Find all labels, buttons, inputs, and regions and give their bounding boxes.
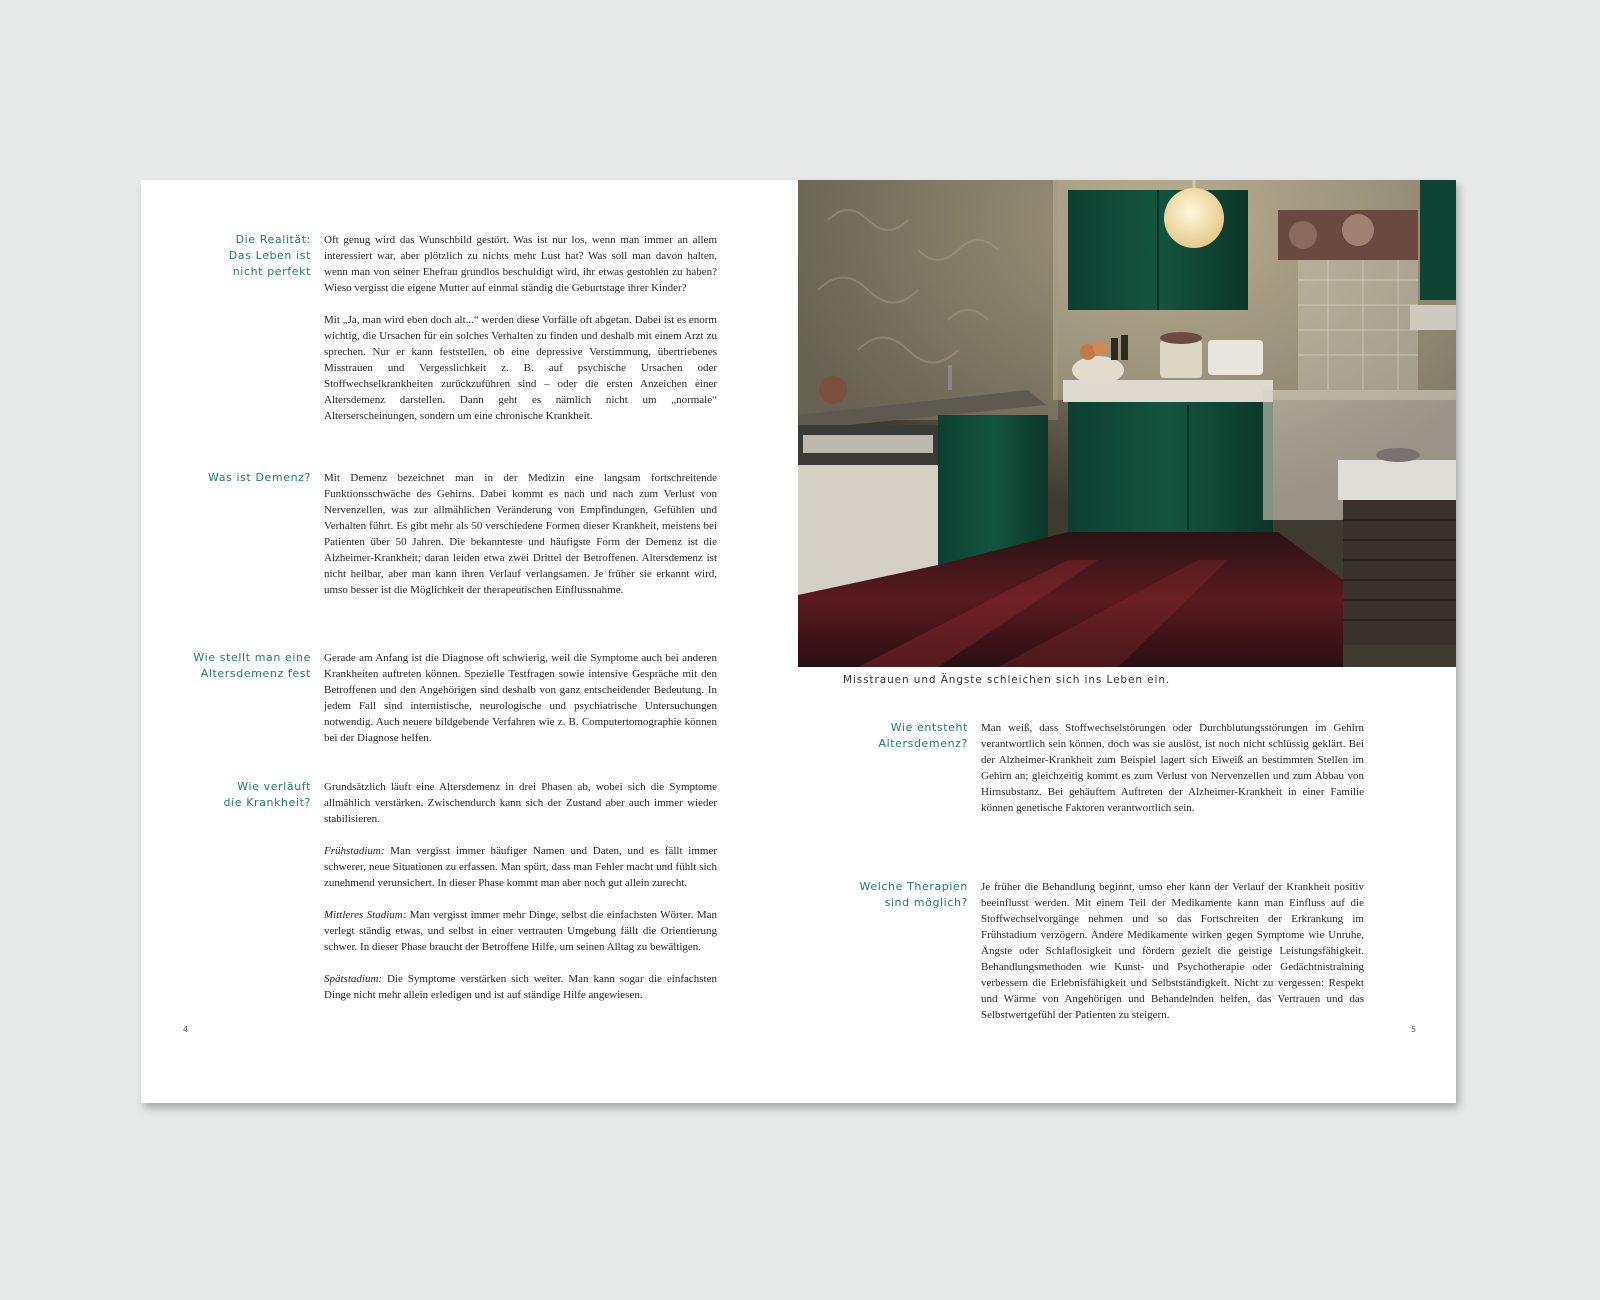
section-body (981, 879, 1364, 1023)
paragraph: Mit Demenz bezeichnet man in der Medizin eine langsam fortschreitende Funktionsschwäche des Gehirns. Dabei kommt es nach und nach zum Verlust von Nervenzellen, was zur allmählichen Veränderung von Empfindungen, Gefühlen und Verhalten führt. Es gibt mehr als 50 verschiedene Formen dieser Krankheit, meistens bei Patienten über 50 Jahren. Die bekannteste und häufigste Form der Demenz ist die Alzheimer-Krankheit; daran leiden etwa zwei Drittel der Betroffenen. Altersdemenz ist nicht heilbar, aber man kann ihren Verlauf verlangsamen. Je früher sie erkannt wird, umso besser ist die Möglichkeit der therapeutischen Einflussnahme. (324, 472, 717, 596)
page-number: 5 (1411, 1025, 1417, 1034)
section-body (324, 779, 717, 1003)
stage-paragraph (324, 971, 717, 1003)
brochure-spread (141, 180, 1456, 1103)
paragraph: Grundsätzlich läuft eine Altersdemenz in drei Phasen ab, wobei sich die Symptome allmählich verstärken. Zwischendurch kann sich der Zustand aber auch immer wieder stabilisieren. (324, 781, 717, 825)
section-heading: Wie verläuft die Krankheit? (223, 780, 311, 809)
paragraph: Man weiß, dass Stoffwechselstörungen oder Durchblutungsstörungen im Gehirn verantwortlich sein können, doch was sie auslöst, ist noch nicht schlüssig geklärt. Bei der Alzheimer-Krankheit zum Beispiel lagert sich Eiweiß an bestimmten Stellen im Gehirn an; gleichzeitig kommt es zum Verlust von Nervenzellen und zum Abbau von Hirnsubstanz. Bei gehäuftem Auftreten der Alzheimer-Krankheit in einer Familie können genetische Faktoren verantwortlich sein. (981, 722, 1364, 814)
section-heading: Wie entsteht Altersdemenz? (878, 721, 968, 750)
section-heading: Wie stellt man eine Altersdemenz fest (193, 651, 311, 680)
stage-text: Man vergisst immer mehr Dinge, selbst die einfachsten Wörter. Man verlegt ständig etwas, und selbst in einer vertrauten Umgebung fällt die Orientierung schwer. In dieser Phase braucht der Betroffene Hilfe, um seinen Alltag zu bewältigen. (324, 909, 717, 953)
paragraph: Gerade am Anfang ist die Diagnose oft schwierig, weil die Symptome auch bei anderen Krankheiten auftreten können. Spezielle Testfragen sowie intensive Gespräche mit den Betroffenen und den Angehörigen sind deshalb von ganz entscheidender Bedeutung. In jedem Fall sind internistische, neurologische und psychiatrische Untersuchungen notwendig. Auch neuere bildgebende Verfahren wie z. B. Computertomographie können bei der Diagnose helfen. (324, 652, 717, 744)
paragraph: Mit „Ja, man wird eben doch alt...“ werden diese Vorfälle oft abgetan. Dabei ist es enorm wichtig, die Ursachen für ein solches Verhalten zu finden und deshalb mit einem Arzt zu sprechen. Nur er kann feststellen, ob eine depressive Verstimmung, übertriebenes Misstrauen und Vergesslichkeit z. B. auf psychische Ursachen oder Stoffwechselkrankheiten zurückzuführen sind – oder die ersten Anzeichen einer Altersdemenz darstellen. Dann geht es nämlich nicht um „normale“ Alterserscheinungen, sondern um eine chronische Krankheit. (324, 314, 717, 422)
paragraph: Je früher die Behandlung beginnt, umso eher kann der Verlauf der Krankheit positiv beeinflusst werden. Mit einem Teil der Medikamente kann man Einfluss auf die Stoffwechselvorgänge nehmen und so das Fortschreiten der Erkrankung im Frühstadium verzögern. Andere Medikamente wirken gegen Symptome wie Unruhe, Ängste oder Schlaflosigkeit und fördern gezielt die geistige Leistungsfähigkeit. Behandlungsmethoden wie Kunst- und Psychotherapie oder Gedächtnistraining verbessern die Erlebnisfähigkeit und Selbstständigkeit. Nicht zu vergessen: Respekt und Wärme von Angehörigen und Behandelnden helfen, das Vertrauen und das Selbstwertgefühl der Patienten zu steigern. (981, 881, 1364, 1021)
stage-text: Man vergisst immer häufiger Namen und Daten, und es fällt immer schwerer, neue Situationen zu erfassen. Man spürt, dass man Fehler macht und fühlt sich zunehmend verunsichert. In dieser Phase kommt man aber noch gut allein zurecht. (324, 845, 717, 889)
stage-label: Spätstadium: (324, 973, 383, 985)
right-page (798, 180, 1456, 1103)
stage-label: Frühstadium: (324, 845, 385, 857)
section-heading: Was ist Demenz? (207, 471, 311, 484)
section-heading: Die Realität: Das Leben ist nicht perfekt (228, 233, 311, 278)
stage-paragraph (324, 907, 717, 955)
stage-paragraph (324, 843, 717, 891)
photo-caption: Misstrauen und Ängste schleichen sich ins Leben ein. (843, 674, 1171, 686)
page-number: 4 (183, 1025, 189, 1034)
left-page (141, 180, 798, 1103)
stage-label: Mittleres Stadium: (324, 909, 407, 921)
section-heading: Welche Therapien sind möglich? (859, 880, 968, 909)
section-body (324, 232, 717, 424)
section-body (324, 470, 717, 598)
stage-text: Die Symptome verstärken sich weiter. Man kann sogar die einfachsten Dinge nicht mehr allein erledigen und ist auf ständige Hilfe angewiesen. (324, 973, 717, 1001)
section-body (981, 720, 1364, 816)
kitchen-photo (798, 180, 1456, 667)
paragraph: Oft genug wird das Wunschbild gestört. Was ist nur los, wenn man immer an allem interessiert war, aber plötzlich zu nichts mehr Lust hat? Was soll man davon halten, wenn man von seiner Ehefrau grundlos beschuldigt wird, ihr etwas gestohlen zu haben? Wieso vergisst die eigene Mutter auf einmal ständig die Geburtstage ihrer Kinder? (324, 234, 717, 294)
section-body (324, 650, 717, 746)
